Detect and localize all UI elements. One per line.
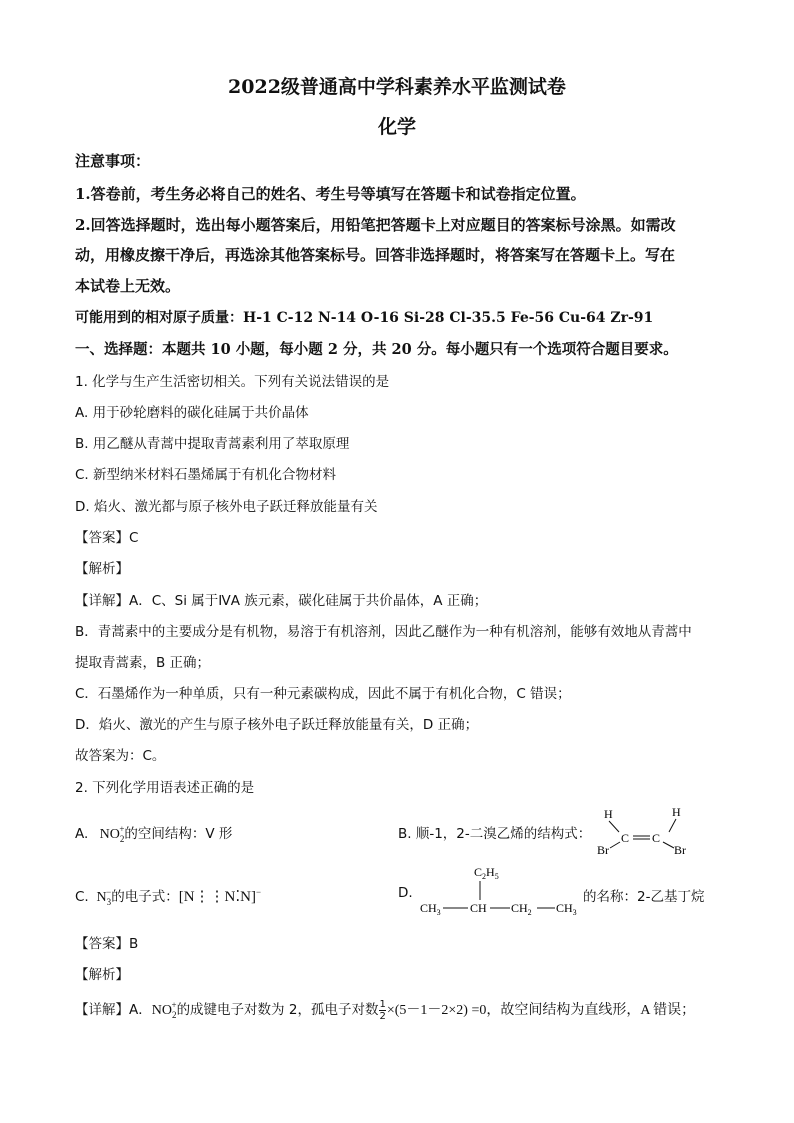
- svg-text:C: C: [621, 831, 630, 845]
- q1-option-b: B. 用乙醚从青蒿中提取青蒿素利用了萃取原理: [75, 436, 350, 452]
- q2-option-a-label: A.: [75, 826, 89, 842]
- exam-title: 2022级普通高中学科素养水平监测试卷: [228, 76, 566, 98]
- svg-text:H: H: [604, 807, 613, 821]
- svg-text:C: C: [652, 831, 661, 845]
- svg-text:CH2: $CH_2$: [511, 901, 532, 917]
- q2-option-c-label: C.: [75, 889, 89, 905]
- q2-option-a-text: 的空间结构：V 形: [124, 826, 233, 842]
- q2-detail-prefix: 【详解】A．: [75, 1002, 152, 1018]
- atomic-masses: 可能用到的相对原子质量：H-1 C-12 N-14 O-16 Si-28 Cl-35.5 Fe-56 Cu-64 Zr-91: [75, 310, 654, 326]
- q1-stem: 1. 化学与生产生活密切相关。下列有关说法错误的是: [75, 374, 390, 390]
- svg-text:C2H5: $C_2H_5$: [474, 865, 499, 881]
- q1-option-d: D. 焰火、激光都与原子核外电子跃迁释放能量有关: [75, 499, 378, 515]
- q1-analysis-heading: 【解析】: [75, 561, 129, 577]
- q2-stem: 2. 下列化学用语表述正确的是: [75, 780, 255, 796]
- n3-minus-formula: $N_3^-$: [93, 887, 112, 907]
- notice-item-2-line-3: 本试卷上无效。: [75, 277, 181, 295]
- q1-option-c: C. 新型纳米材料石墨烯属于有机化合物材料: [75, 467, 337, 483]
- svg-text:CH: CH: [470, 901, 487, 915]
- subject-title: 化学: [377, 116, 416, 138]
- q2-detail-mid-2: ×(5－1－2×2) =0，故空间结构为直线形，A 错误；: [386, 1003, 696, 1018]
- q2-option-b: B. 顺-1，2-二溴乙烯的结构式：: [398, 826, 592, 842]
- q2-option-a: [75, 822, 375, 844]
- q2-option-c: [75, 885, 375, 907]
- q2-option-c-text: 的电子式：: [111, 889, 179, 905]
- one-half-fraction: $\frac{1}{2}$: [379, 998, 386, 1022]
- section-1-heading: 一、选择题：本题共 10 小题，每小题 2 分，共 20 分。每小题只有一个选项符合题目要求。: [75, 341, 678, 358]
- svg-text:H: H: [672, 805, 681, 819]
- q2-analysis-heading: 【解析】: [75, 967, 129, 983]
- svg-text:Br: Br: [674, 843, 686, 856]
- q1-answer: 【答案】C: [75, 530, 139, 546]
- q2-answer: 【答案】B: [75, 936, 139, 952]
- q2-detail-mid-1: 的成键电子对数为 2，孤电子对数: [176, 1002, 379, 1018]
- q2-detail-1: [75, 998, 725, 1022]
- notice-item-2-line-2: 动，用橡皮擦干净后，再选涂其他答案标号。回答非选择题时，将答案写在答题卡上。写在: [75, 246, 676, 264]
- n3-electron-formula: [N⋮⋮N⁚N]−: [178, 887, 262, 905]
- svg-text:CH3: $CH_3$: [556, 901, 577, 917]
- svg-text:Br: Br: [597, 843, 609, 856]
- 2-ethylbutane-structure: [418, 862, 583, 920]
- q1-detail-2a: B．青蒿素中的主要成分是有机物，易溶于有机溶剂，因此乙醚作为一种有机溶剂，能够有效地从青蒿中: [75, 624, 692, 640]
- q1-conclusion: 故答案为：C。: [75, 748, 166, 764]
- q1-detail-2b: 提取青蒿素，B 正确；: [75, 655, 211, 671]
- q2-option-d-label: D.: [398, 885, 413, 901]
- no2-plus-formula-detail: $NO_2^+$: [151, 1000, 177, 1020]
- q1-detail-3: C．石墨烯作为一种单质，只有一种元素碳构成，因此不属于有机化合物，C 错误；: [75, 686, 571, 702]
- svg-text:CH3: $CH_3$: [420, 901, 441, 917]
- q1-option-a: A. 用于砂轮磨料的碳化硅属于共价晶体: [75, 405, 309, 421]
- q1-detail-1: 【详解】A．C、Si 属于ⅣA 族元素，碳化硅属于共价晶体，A 正确；: [75, 593, 488, 609]
- no2-plus-formula: $NO_2^+$: [92, 824, 125, 844]
- q2-option-d-text: 的名称：2-乙基丁烷: [583, 889, 705, 905]
- notice-heading: 注意事项：: [75, 152, 151, 170]
- cis-dibromoethene-structure: [592, 804, 702, 856]
- notice-item-2-line-1: 2.回答选择题时，选出每小题答案后，用铅笔把答题卡上对应题目的答案标号涂黑。如需改: [75, 216, 676, 234]
- q1-detail-4: D．焰火、激光的产生与原子核外电子跃迁释放能量有关，D 正确；: [75, 717, 479, 733]
- notice-item-1: 1.答卷前，考生务必将自己的姓名、考生号等填写在答题卡和试卷指定位置。: [75, 185, 586, 203]
